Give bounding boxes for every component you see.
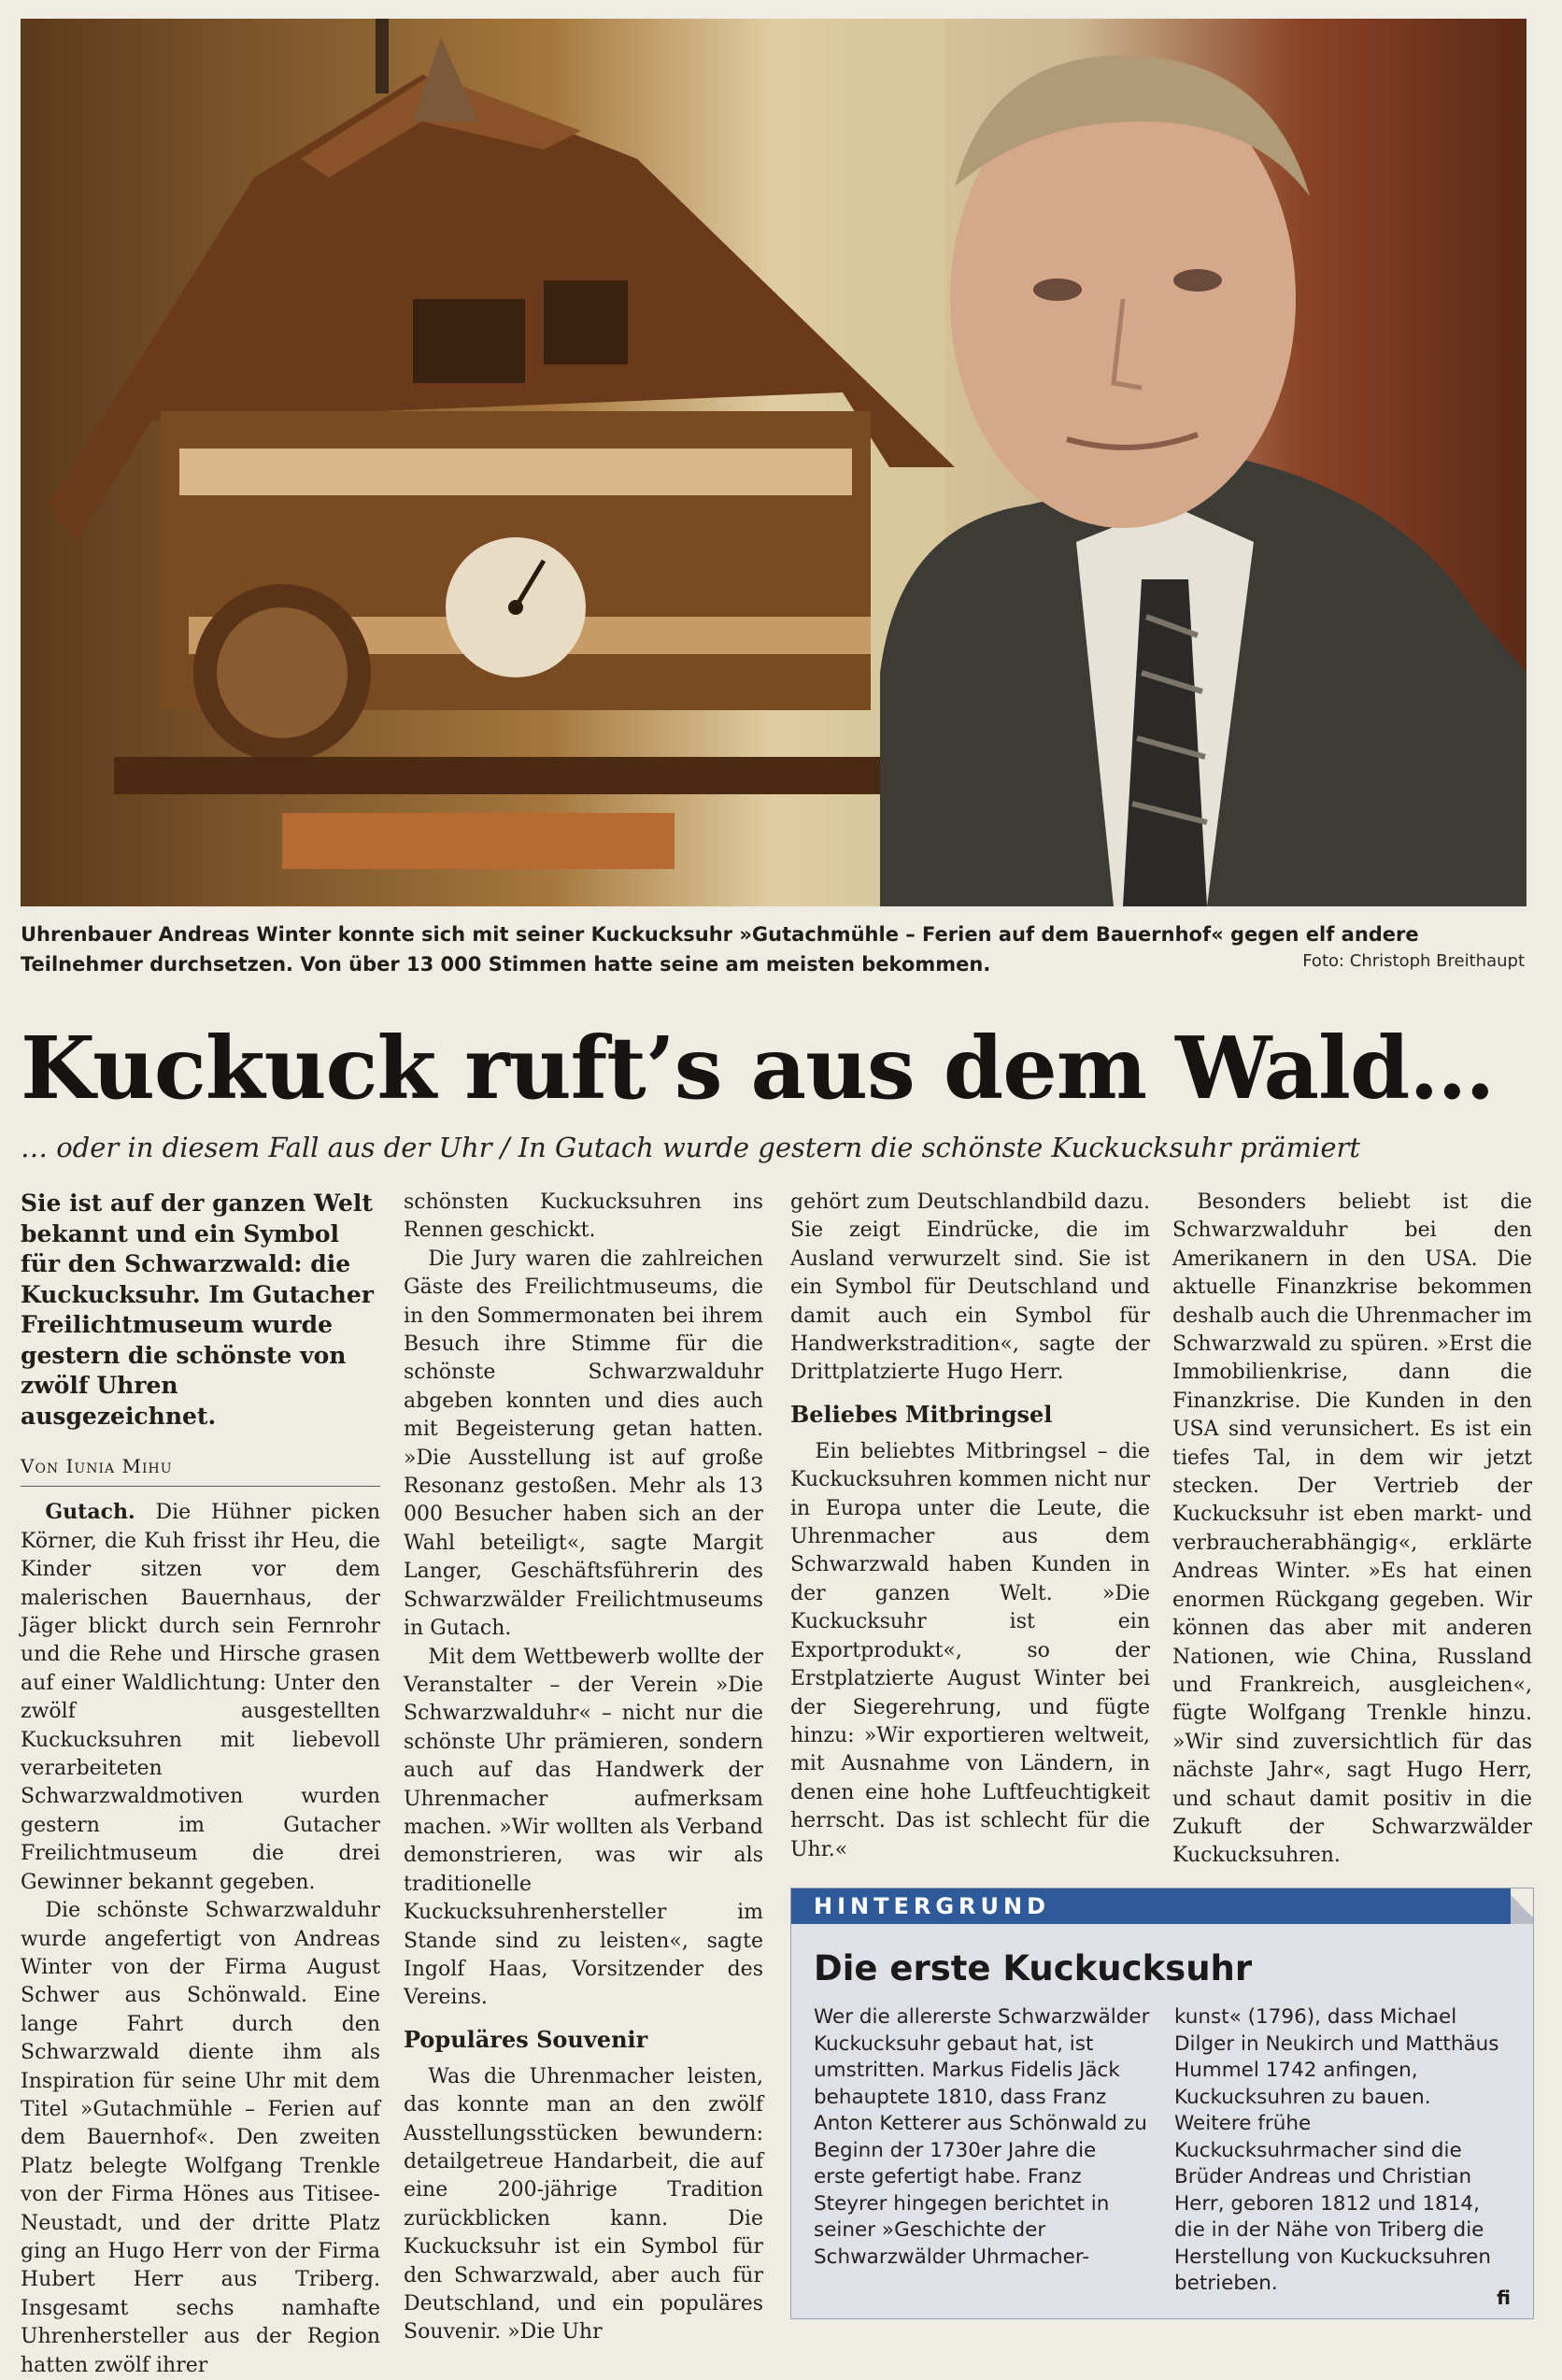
- box-text-column-1: Wer die allererste Schwarzwälder Kuckucksuhr gebaut hat, ist umstritten. Markus Fidelis Jäck behauptete 1810, dass Franz Anton Ketterer aus Schönwald zu Beginn der 1730er Jahre die erste gefertigt habe. Franz Steyrer hingegen berichtet in seiner »Geschichte der Schwarzwälder Uhrmacher-: [814, 2005, 1150, 2269]
- box-title: Die erste Kuckucksuhr: [814, 1948, 1253, 1988]
- box-author-signature: fi: [1497, 2287, 1511, 2309]
- paragraph: Mit dem Wettbewerb wollte der Veranstalter – der Verein »Die Schwarzwalduhr« – nicht nur die schönste Uhr prämieren, sondern auch auf das Handwerk der Uhrenmacher aufmerksam machen. »Wir wollten als Verband demonstrieren, was wir als traditionelle Kuckucksuhrenhersteller im Stande sind zu leisten«, sagte Ingolf Haas, Vorsitzender des Vereins.: [404, 1645, 763, 2010]
- article-column-1: [21, 1189, 380, 2380]
- photo-illustration: [21, 19, 1526, 906]
- paragraph: Was die Uhrenmacher leisten, das konnte man an den zwölf Ausstellungsstücken bewundern: detailgetreue Handarbeit, die auf eine 200-jährige Tradition zurückblicken kann. Die Kuckucksuhr ist ein Symbol für den Schwarzwald, aber auch für Deutschland, und ein populäres Souvenir. »Die Uhr: [404, 2064, 763, 2344]
- article-lead: Sie ist auf der ganzen Welt bekannt und ein Symbol für den Schwarzwald: die Kuckucksuhr. Im Gutacher Freilichtmuseum wurde gestern die schönste von zwölf Uhren ausgezeichnet.: [21, 1190, 374, 1430]
- paragraph: gehört zum Deutschlandbild dazu. Sie zeigt Eindrücke, die im Ausland verwurzelt sind. Sie ist ein Symbol für Deutschland und damit auch ein Symbol für Handwerkstradition«, sagte der Drittplatzierte Hugo Herr.: [790, 1190, 1150, 1385]
- photo-caption: Uhrenbauer Andreas Winter konnte sich mit seiner Kuckucksuhr »Gutachmühle – Ferien auf dem Bauernhof« gegen elf andere Teilnehmer durchsetzen. Von über 13 000 Stimmen hatte seine am meisten bekommen.: [21, 923, 1419, 976]
- box-corner-fold: [1511, 1888, 1533, 1924]
- dateline: Gutach.: [45, 1500, 135, 1525]
- headline: Kuckuck ruft’s aus dem Wald…: [21, 1018, 1495, 1119]
- paragraph: Besonders beliebt ist die Schwarzwalduhr bei den Amerikanern in den USA. Die aktuelle Finanzkrise bekommen deshalb auch die Uhrenmacher im Schwarzwald zu spüren. »Erst die Immobilienkrise, dann die Finanzkrise. Die Kunden in den USA sind verunsichert. Es ist ein tiefes Tal, in dem wir jetzt stecken. Der Vertrieb der Kuckucksuhr ist eben markt- und verbraucherabhängig«, erklärte Andreas Winter. »Es hat einen enormen Rückgang gegeben. Wir können das aber mit anderen Nationen, wie China, Russland und Frankreich, ausgleichen«, fügte Wolfgang Trenkle hinzu. »Wir sind zuversichtlich für das nächste Jahr«, sagt Hugo Herr, und schaut damit positiv in die Zukuft der Schwarzwälder Kuckucksuhren.: [1172, 1190, 1532, 1868]
- paragraph: Die Hühner picken Körner, die Kuh frisst ihr Heu, die Kinder sitzen vor dem malerischen Bauernhaus, der Jäger blickt durch sein Fernrohr und die Rehe und Hirsche grasen auf einer Waldlichtung: Unter den zwölf ausgestellten Kuckucksuhren mit liebevoll verarbeiteten Schwarzwaldmotiven wurden gestern im Gutacher Freilichtmuseum die drei Gewinner bekannt gegeben.: [21, 1501, 380, 1894]
- paragraph: Die schönste Schwarzwalduhr wurde angefertigt von Andreas Winter von der Firma August Schwer aus Schönwald. Eine lange Fahrt durch den Schwarzwald diente ihm als Inspiration für seine Uhr mit dem Titel »Gutachmühle – Ferien auf dem Bauernhof«. Den zweiten Platz belegte Wolfgang Trenkle von der Firma Hönes aus Titisee-Neustadt, und der dritte Platz ging an Hugo Herr von der Firma Hubert Herr aus Triberg. Insgesamt sechs namhafte Uhrenhersteller aus der Region hatten zwölf ihrer: [21, 1899, 380, 2377]
- box-text-column-2: kunst« (1796), dass Michael Dilger in Neukirch und Matthäus Hummel 1742 anfingen, Kuckucksuhren zu bauen. Weitere frühe Kuckucksuhrmacher sind die Brüder Andreas und Christian Herr, geboren 1812 und 1814, die in der Nähe von Triberg die Herstellung von Kuckucksuhren betrieben.: [1174, 2005, 1499, 2295]
- article-column-4: [1172, 1189, 1532, 1871]
- subhead: Populäres Souvenir: [404, 2025, 648, 2053]
- box-label: HINTERGRUND: [791, 1888, 1533, 1924]
- paragraph: schönsten Kuckucksuhren ins Rennen geschickt.: [404, 1190, 763, 1243]
- background-info-box: [790, 1888, 1534, 2319]
- subhead: Beliebes Mitbringsel: [790, 1400, 1053, 1428]
- subheadline: … oder in diesem Fall aus der Uhr / In Gutach wurde gestern die schönste Kuckucksuhr prämiert: [21, 1132, 1361, 1163]
- article-column-3: [790, 1189, 1150, 1864]
- byline: Von Iunia Mihu: [21, 1452, 380, 1487]
- photo-credit: Foto: Christoph Breithaupt: [1302, 951, 1525, 971]
- paragraph: Die Jury waren die zahlreichen Gäste des Freilichtmuseums, die in den Sommermonaten bei ihrem Besuch ihre Stimme für die schönste Schwarzwalduhr abgeben konnten und dies auch mit Begeisterung getan hatten. »Die Ausstellung ist auf große Resonanz gestoßen. Mehr als 13 000 Besucher haben sich an der Wahl beteiligt«, sagte Margit Langer, Geschäftsführerin des Schwarzwälder Freilichtmuseums in Gutach.: [404, 1247, 763, 1641]
- article-photo: [21, 19, 1526, 906]
- paragraph: Ein beliebtes Mitbringsel – die Kuckucksuhren kommen nicht nur in Europa unter die Leute, die Uhrenmacher aus dem Schwarzwald haben Kunden in der ganzen Welt. »Die Kuckucksuhr ist ein Exportprodukt«, so der Erstplatzierte August Winter bei der Siegerehrung, und fügte hinzu: »Wir exportieren weltweit, mit Ausnahme von Ländern, in denen eine hohe Luftfeuchtigkeit herrscht. Das ist schlecht für die Uhr.«: [790, 1439, 1150, 1861]
- article-column-2: [404, 1189, 763, 2347]
